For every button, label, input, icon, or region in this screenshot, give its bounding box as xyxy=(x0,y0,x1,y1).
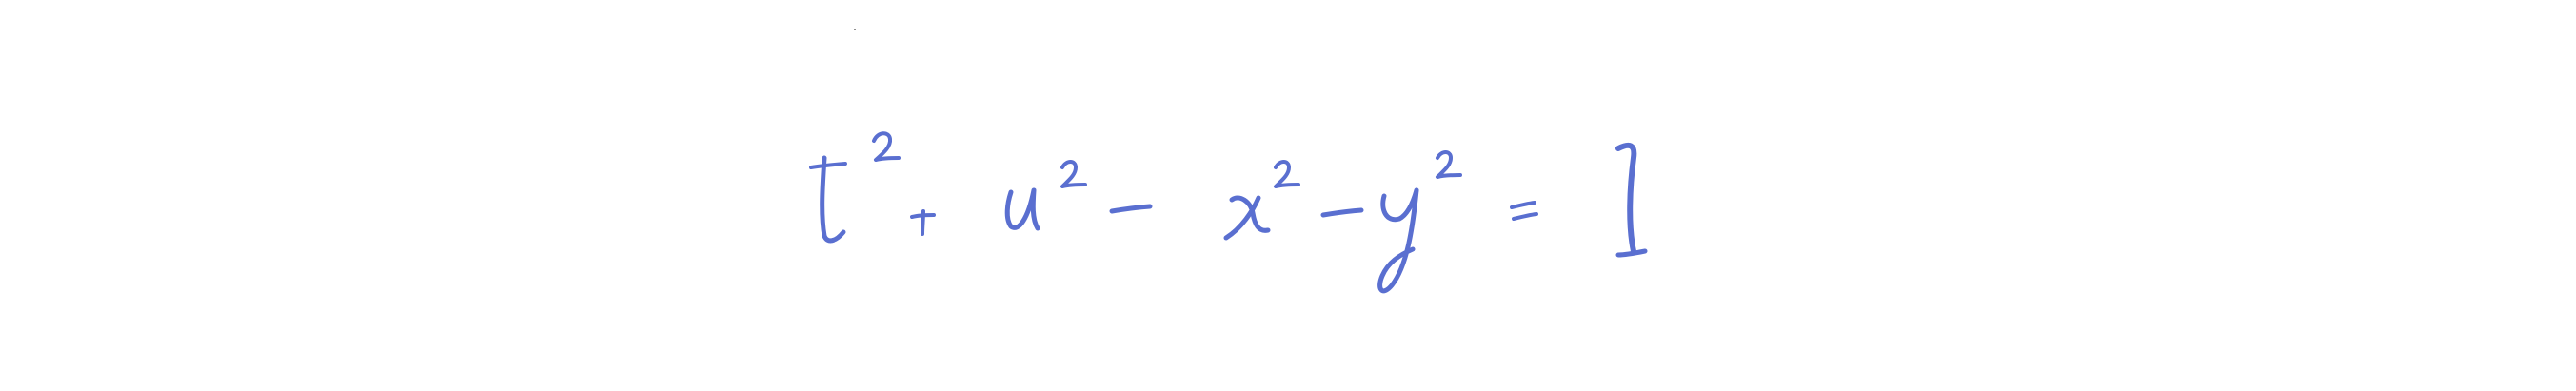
exponent-2-t xyxy=(874,133,899,160)
exponent-2-x xyxy=(1276,162,1298,186)
term-x-squared xyxy=(1226,162,1298,238)
exponent-2-u xyxy=(1062,162,1085,186)
t-crossbar xyxy=(811,164,845,167)
exponent-2-y xyxy=(1437,152,1460,177)
term-y-squared xyxy=(1380,152,1460,291)
u-body xyxy=(1007,190,1038,228)
equals-sign xyxy=(1512,203,1536,219)
one-base xyxy=(1618,251,1645,255)
one-stem xyxy=(1618,146,1634,251)
minus-sign-1 xyxy=(1112,206,1150,211)
minus-sign-2 xyxy=(1323,210,1361,215)
term-t-squared xyxy=(811,133,899,241)
t-stem xyxy=(822,158,843,241)
plus-sign-1 xyxy=(912,211,934,234)
term-u-squared xyxy=(1007,162,1085,228)
digit-one xyxy=(1618,146,1645,255)
